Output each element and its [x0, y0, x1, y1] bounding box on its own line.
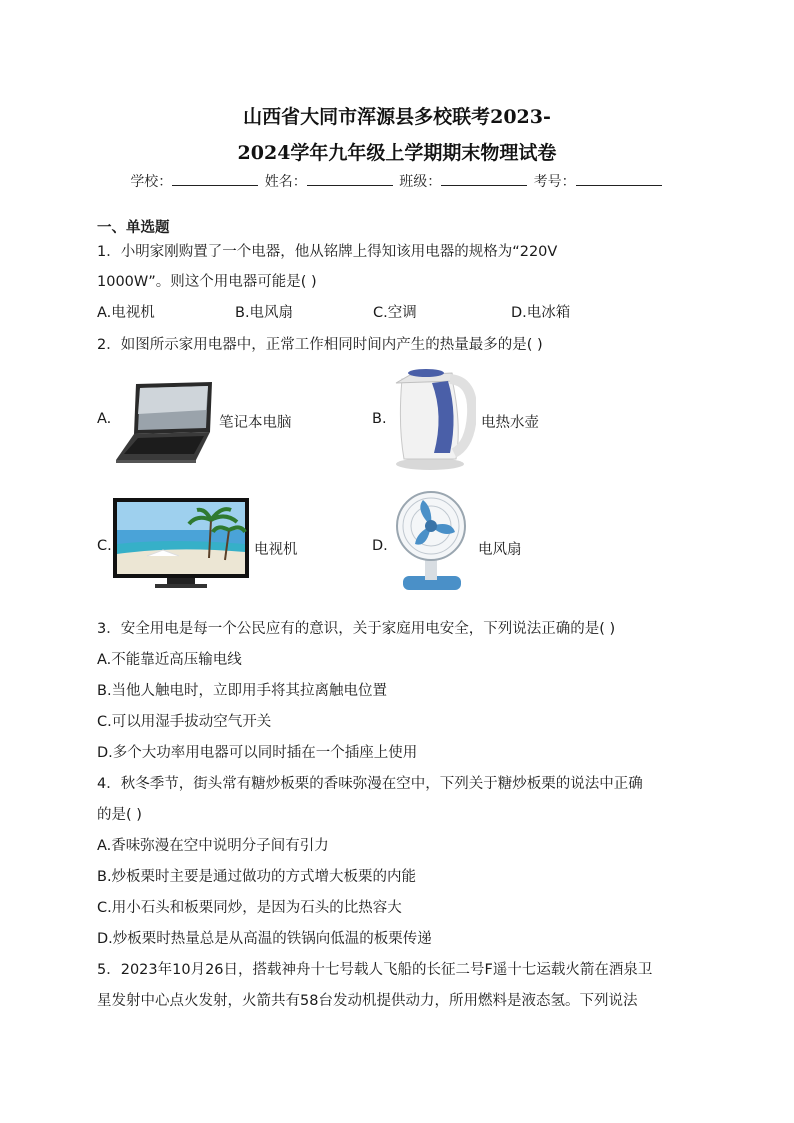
name-blank[interactable] [307, 171, 393, 186]
q5-stem-line2: 星发射中心点火发射，火箭共有58台发动机提供动力，所用燃料是液态氢。下列说法 [97, 993, 638, 1009]
fan-icon [393, 490, 471, 596]
q2-option-a-letter[interactable]: A. [97, 411, 112, 427]
q2-option-d-letter[interactable]: D. [372, 538, 388, 554]
q1-stem-line2: 1000W”。则这个用电器可能是( ) [97, 274, 317, 290]
exam-no-label: 考号： [533, 174, 576, 190]
q3-option-b[interactable]: B.当他人触电时，立即用手将其拉离触电位置 [97, 683, 388, 699]
exam-no-blank[interactable] [576, 171, 662, 186]
q2-option-c-name: 电视机 [254, 542, 298, 558]
q1-option-a[interactable]: A.电视机 [97, 305, 155, 321]
exam-title-line2: 2024学年九年级上学期期末物理试卷 [237, 142, 557, 164]
name-label: 姓名： [264, 174, 307, 190]
q4-stem-line1: 4．秋冬季节，街头常有糖炒板栗的香味弥漫在空中，下列关于糖炒板栗的说法中正确 [97, 776, 643, 792]
class-label: 班级： [399, 174, 442, 190]
school-blank[interactable] [172, 171, 258, 186]
q2-option-b-letter[interactable]: B. [372, 411, 387, 427]
q3-option-d[interactable]: D.多个大功率用电器可以同时插在一个插座上使用 [97, 745, 418, 761]
q4-option-b[interactable]: B.炒板栗时主要是通过做功的方式增大板栗的内能 [97, 869, 417, 885]
q2-stem: 2．如图所示家用电器中，正常工作相同时间内产生的热量最多的是( ) [97, 337, 543, 353]
exam-title-line1: 山西省大同市浑源县多校联考2023- [243, 106, 551, 128]
q1-option-d[interactable]: D.电冰箱 [511, 305, 571, 321]
kettle-icon [392, 365, 476, 471]
student-info-line [0, 171, 794, 191]
laptop-icon [114, 380, 216, 464]
q4-option-d[interactable]: D.炒板栗时热量总是从高温的铁锅向低温的板栗传递 [97, 931, 432, 947]
q4-option-c[interactable]: C.用小石头和板栗同炒，是因为石头的比热容大 [97, 900, 402, 916]
q2-option-a-name: 笔记本电脑 [219, 415, 292, 431]
q4-stem-line2: 的是( ) [97, 807, 142, 823]
tv-icon [113, 498, 249, 590]
q1-stem-line1: 1．小明家刚购置了一个电器，他从铭牌上得知该用电器的规格为“220V [97, 244, 558, 260]
q2-option-b-name: 电热水壶 [481, 415, 539, 431]
class-blank[interactable] [441, 171, 527, 186]
q5-stem-line1: 5．2023年10月26日，搭载神舟十七号载人飞船的长征二号F遥十七运载火箭在酒泉卫 [97, 962, 653, 978]
q1-option-c[interactable]: C.空调 [373, 305, 417, 321]
q3-option-c[interactable]: C.可以用湿手拔动空气开关 [97, 714, 272, 730]
q3-option-a[interactable]: A.不能靠近高压输电线 [97, 652, 242, 668]
q2-option-d-name: 电风扇 [478, 542, 522, 558]
section-title: 一、单选题 [97, 220, 170, 236]
school-label: 学校： [130, 174, 173, 190]
q4-option-a[interactable]: A.香味弥漫在空中说明分子间有引力 [97, 838, 329, 854]
q1-option-b[interactable]: B.电风扇 [235, 305, 294, 321]
q2-option-c-letter[interactable]: C. [97, 538, 112, 554]
q3-stem: 3．安全用电是每一个公民应有的意识，关于家庭用电安全，下列说法正确的是( ) [97, 621, 616, 637]
